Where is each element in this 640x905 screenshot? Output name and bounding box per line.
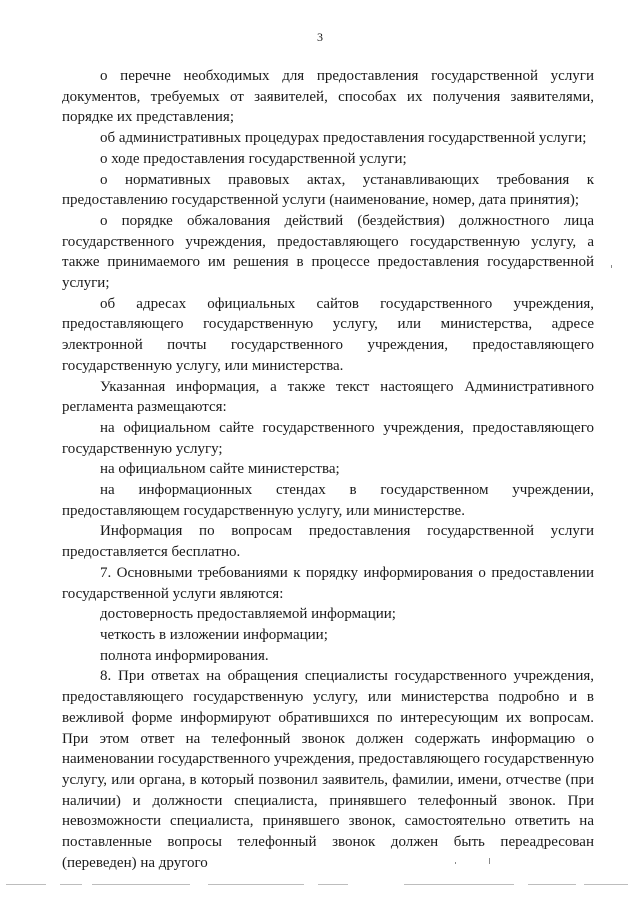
paragraph: о порядке обжалования действий (бездействия) должностного лица государственного учреждения, предоставляющего государственную услугу, а также принимаемого им решения в процессе предоставления государственной услуги; — [62, 212, 594, 292]
paragraph: достоверность предоставляемой информации; — [100, 606, 396, 623]
paragraph: о нормативных правовых актах, устанавливающих требования к предоставлению государственной услуги (наименование, номер, дата принятия); — [62, 171, 594, 209]
paragraph: 8. При ответах на обращения специалисты государственного учреждения, предоставляющего государственную услугу, или министерства подробно и в вежливой форме информируют обратившихся по интересующим их вопросам. При этом ответ на телефонный звонок должен содержать информацию о наименовании государственного учреждения, предоставляющего государственную услугу, или органа, в который позвонил заявитель, фамилии, имени, отчестве (при наличии) и должности специалиста, принявшего телефонный звонок. При невозможности специалиста, принявшего звонок, самостоятельно ответить на поставленные вопросы телефонный звонок должен быть переадресован (переведен) на другого — [62, 668, 594, 871]
scan-speck — [611, 265, 612, 268]
paragraph: о перечне необходимых для предоставления государственной услуги документов, требуемых от заявителей, способах их получения заявителями, порядке их представления; — [62, 68, 594, 126]
document-body — [62, 66, 594, 873]
paragraph: четкость в изложении информации; — [100, 626, 328, 643]
paragraph: Информация по вопросам предоставления государственной услуги предоставляется бесплатно. — [62, 523, 594, 561]
paragraph: полнота информирования. — [100, 647, 269, 664]
paragraph: на официальном сайте министерства; — [100, 461, 340, 478]
paragraph: на официальном сайте государственного учреждения, предоставляющего государственную услугу; — [62, 419, 594, 457]
scan-artifact-line — [0, 884, 640, 888]
scan-speck — [455, 862, 456, 864]
paragraph: об административных процедурах предоставления государственной услуги; — [100, 130, 587, 147]
paragraph: на информационных стендах в государственном учреждении, предоставляющем государственную услугу, или министерстве. — [62, 482, 594, 519]
paragraph: о ходе предоставления государственной услуги; — [100, 150, 407, 167]
page-number: 3 — [317, 30, 323, 44]
scan-speck — [489, 858, 490, 864]
paragraph: 7. Основными требованиями к порядку информирования о предоставлении государственной услуги являются: — [62, 564, 594, 602]
paragraph: Указанная информация, а также текст настоящего Административного регламента размещаются: — [62, 378, 594, 416]
paragraph: об адресах официальных сайтов государственного учреждения, предоставляющего государственную услугу, или министерства, адресе электронной почты государственного учреждения, предоставляющего государственную услугу, или министерства. — [62, 295, 594, 374]
